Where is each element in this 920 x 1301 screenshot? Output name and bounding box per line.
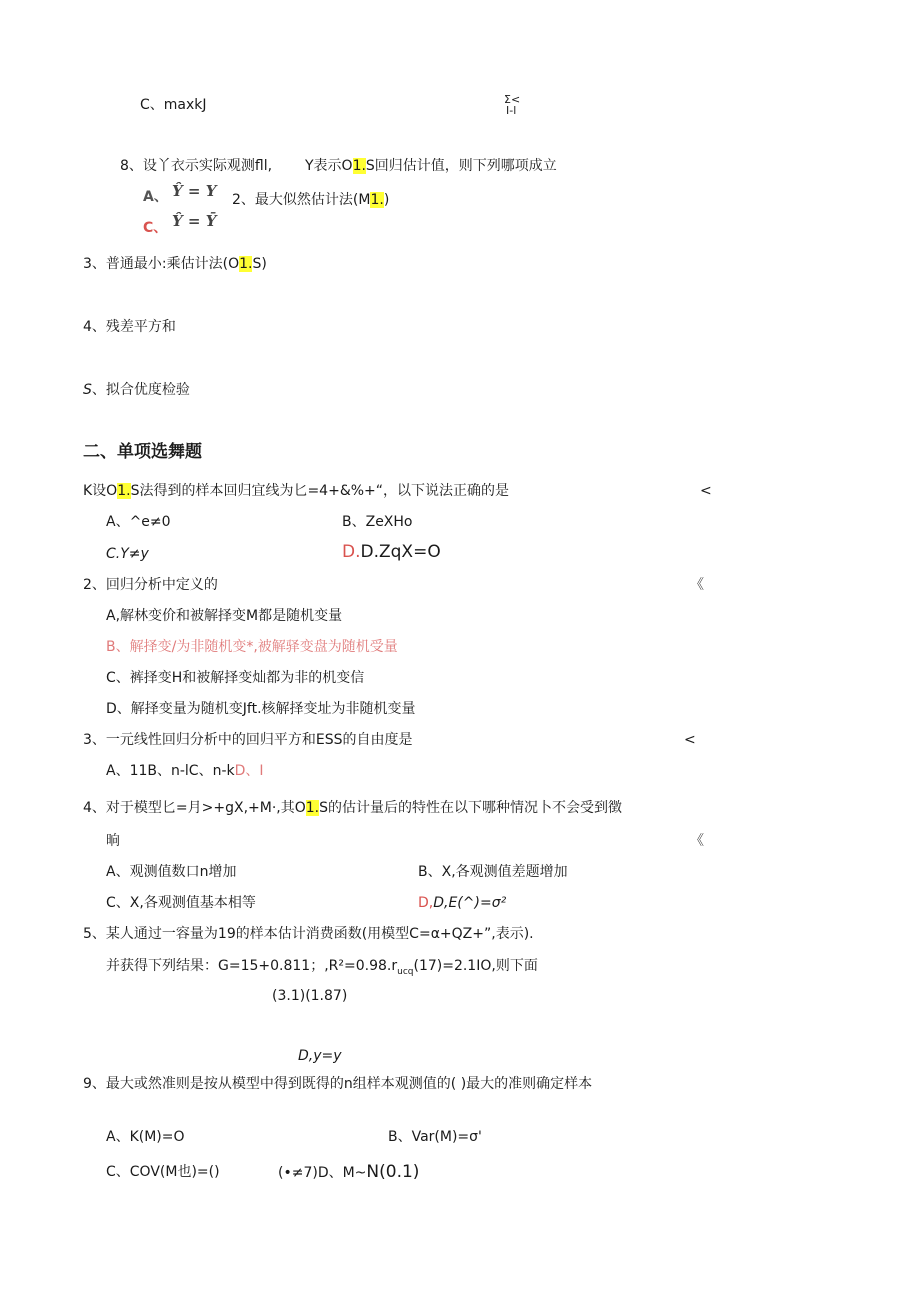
option-d-letter: D, (418, 895, 434, 911)
question-3: 3、一元线性回归分析中的回归平方和ESS的自由度是 (83, 732, 413, 748)
question-2-option-a: A,解林变价和被解择变M都是随机变量 (106, 608, 343, 624)
question-4-option-c: C、X,各观测值基本相等 (106, 895, 256, 911)
question-4-option-b: B、X,各观测值差题增加 (418, 864, 568, 880)
option-c-label: C、 (143, 220, 168, 236)
item-2-text: 2、最大似然估计法(M (232, 192, 371, 208)
item-2 (232, 191, 389, 209)
section-title-single-choice: 二、单项选舞题 (83, 442, 202, 462)
question-9-option-a: A、K(M)=O (106, 1129, 185, 1145)
item-5 (83, 381, 190, 399)
option-c-formula: Ŷ = Ȳ (172, 212, 217, 230)
option-d-text: D.ZqX=O (360, 542, 441, 562)
option-a-label: A、 (143, 189, 168, 205)
item-3 (83, 255, 267, 273)
question-8-text-b: Y表示O (304, 158, 353, 174)
question-9-option-d-prefix: (•≠7)D、M~ (278, 1165, 367, 1181)
answer-bracket: 《 (690, 577, 704, 593)
question-9: 9、最大或然准则是按从模型中得到既得的n组样本观测值的( )最大的准则确定样本 (83, 1076, 593, 1092)
question-2: 2、回归分析中定义的 (83, 577, 218, 593)
item-3-text: 3、普通最小:乘估计法(O (83, 256, 240, 272)
question-2-option-b: B、解择变/为非随机变*,被解驿变盘为随机受量 (106, 639, 398, 655)
question-5-results-sub: ucq (397, 966, 414, 977)
question-3-options-abc: A、11B、n-lC、n-k (106, 763, 235, 779)
question-k-option-b: B、ZeXHo (342, 514, 413, 530)
question-8-text-c: S回归估计值，则下列哪项成立 (365, 158, 557, 174)
question-9-option-b: B、Var(M)=σ' (388, 1129, 482, 1145)
question-4-option-d (418, 894, 506, 912)
question-9-option-d (278, 1163, 419, 1182)
question-4 (83, 799, 622, 817)
highlight-mark: 1. (370, 192, 384, 208)
option-a-formula: Ŷ = Y (172, 182, 217, 200)
question-5: 5、某人通过一容量为19的样本估计消费函数(用模型C=α+QZ+”,表示). (83, 926, 534, 942)
item-5-number: S (83, 382, 92, 398)
highlight-mark: 1. (239, 256, 253, 272)
question-9-option-d-text: N(0.1) (366, 1162, 420, 1182)
question-k-option-d (342, 543, 441, 561)
question-8-text-a: 8、设丫衣示实际观测fll, (120, 158, 273, 174)
sigma-symbol: Σ< (504, 93, 521, 106)
highlight-mark: 1. (117, 483, 131, 499)
item-3-tail: S) (252, 256, 267, 272)
option-d-letter: D. (342, 542, 361, 562)
question-k-text-a: K设O (83, 483, 118, 499)
highlight-mark: 1. (352, 158, 366, 174)
question-8 (120, 157, 557, 175)
question-4-continuation: 晌 (106, 833, 120, 849)
question-k-text-b: S法得到的样本回归宜线为匕=4+&%+“，以下说法正确的是 (130, 483, 510, 499)
question-5-option-d: D,y=y (298, 1048, 342, 1064)
option-d-text: D,E(^)=σ² (433, 895, 507, 911)
question-9-option-c: C、COV(M也)=() (106, 1164, 220, 1180)
sigma-index: I-l (506, 104, 517, 117)
question-5-results (106, 957, 538, 981)
question-3-options (106, 762, 264, 780)
answer-bracket: < (700, 483, 712, 499)
item-5-text: 、拟合优度检验 (91, 382, 190, 398)
question-k-option-c: C.Y≠y (106, 546, 149, 562)
answer-bracket: < (684, 732, 696, 748)
question-5-standard-errors: (3.1)(1.87) (272, 988, 348, 1004)
question-4-option-a: A、观测值数口n增加 (106, 864, 237, 880)
question-2-option-d: D、解择变量为随机变Jft.核解择变址为非随机变量 (106, 701, 416, 717)
question-2-option-c: C、裤择变H和被解择变灿都为非的机变信 (106, 670, 365, 686)
question-k-option-a: A、^e≠0 (106, 514, 171, 530)
question-5-results-b: (17)=2.1IO,则下面 (413, 958, 538, 974)
item-2-tail: ) (383, 192, 390, 208)
answer-bracket: 《 (690, 833, 704, 849)
question-4-text-a: 4、对于模型匕=月>+gX,+M·,其O (83, 800, 306, 816)
item-4: 4、残差平方和 (83, 319, 176, 335)
question-4-text-b: S的估计量后的特性在以下哪种情况卜不会受到徴 (319, 800, 623, 816)
question-5-results-a: 并获得下列结果：G=15+0.811；,R²=0.98.r (106, 958, 398, 974)
option-c-maxkj: C、maxkJ (140, 97, 207, 113)
question-3-option-d: D、I (234, 763, 264, 779)
highlight-mark: 1. (305, 800, 320, 816)
question-k (83, 482, 509, 500)
